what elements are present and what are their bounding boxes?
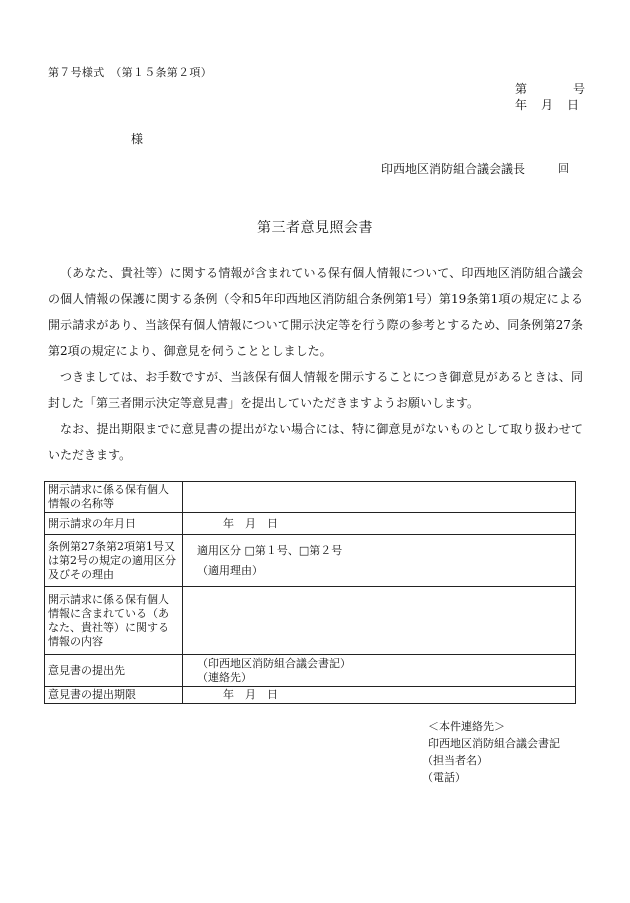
table-row	[45, 655, 576, 687]
contact-heading: ＜本件連絡先＞	[428, 720, 505, 733]
addressee-suffix: 様	[131, 132, 144, 146]
row-value-request-date: 年 月 日	[183, 513, 576, 535]
body-text	[48, 260, 583, 468]
ref-no-label-dai: 第	[515, 82, 528, 96]
contact-phone: （電話）	[422, 771, 466, 784]
category-checkboxes: 適用区分 □第１号、□第２号	[197, 543, 343, 557]
table-row	[45, 513, 576, 535]
row-label-applicable-category: 条例第27条第2項第1号又は第2号の規定の適用区分及びその理由	[45, 535, 183, 587]
table-row	[45, 482, 576, 513]
row-label-info-content: 開示請求に係る保有個人情報に含まれている（あなた、貴社等）に関する情報の内容	[45, 587, 183, 655]
row-label-deadline: 意見書の提出期限	[45, 687, 183, 704]
table-row	[45, 687, 576, 704]
body-paragraph-1: （あなた、貴社等）に関する情報が含まれている保有個人情報について、印西地区消防組合議会の個人情報の保護に関する条例（令和5年印西地区消防組合条例第1号）第19条第1項の規定による開示請求があり、当該保有個人情報について開示決定等を行う際の参考とするため、同条例第27条第2項の規定により、御意見を伺うこととしました。	[48, 266, 583, 358]
form-number: 第７号様式 （第１５条第２項）	[48, 66, 212, 79]
date-year-label: 年	[515, 98, 528, 112]
row-value-applicable-category	[183, 535, 576, 587]
ref-no-label-go: 号	[573, 82, 586, 96]
row-label-submit-to: 意見書の提出先	[45, 655, 183, 687]
row-value-deadline: 年 月 日	[183, 687, 576, 704]
table-row	[45, 587, 576, 655]
row-value-submit-to	[183, 655, 576, 687]
row-value-info-name	[183, 482, 576, 513]
row-label-info-name: 開示請求に係る保有個人情報の名称等	[45, 482, 183, 513]
table-row	[45, 535, 576, 587]
date-month-label: 月	[541, 98, 554, 112]
seal-mark: 回	[558, 162, 569, 175]
submit-to-clerk: （印西地区消防組合議会書記）	[197, 656, 351, 670]
row-value-info-content	[183, 587, 576, 655]
document-title: 第三者意見照会書	[257, 220, 373, 236]
date-day-label: 日	[567, 98, 580, 112]
sender-name: 印西地区消防組合議会議長	[381, 162, 526, 176]
body-paragraph-3: なお、提出期限までに意見書の提出がない場合には、特に御意見がないものとして取り扱わせていただきます。	[48, 422, 583, 462]
body-paragraph-2: つきましては、お手数ですが、当該保有個人情報を開示することにつき御意見があるときは、同封した「第三者開示決定等意見書」を提出していただきますようお願いします。	[48, 370, 583, 410]
row-label-request-date: 開示請求の年月日	[45, 513, 183, 535]
contact-person: （担当者名）	[422, 754, 488, 767]
info-table	[44, 481, 576, 704]
submit-to-contact: （連絡先）	[197, 670, 252, 684]
reference-number	[515, 80, 585, 97]
category-reason: （適用理由）	[197, 563, 263, 577]
contact-office: 印西地区消防組合議会書記	[428, 737, 560, 750]
contact-block	[422, 718, 560, 786]
issue-date	[515, 96, 579, 113]
